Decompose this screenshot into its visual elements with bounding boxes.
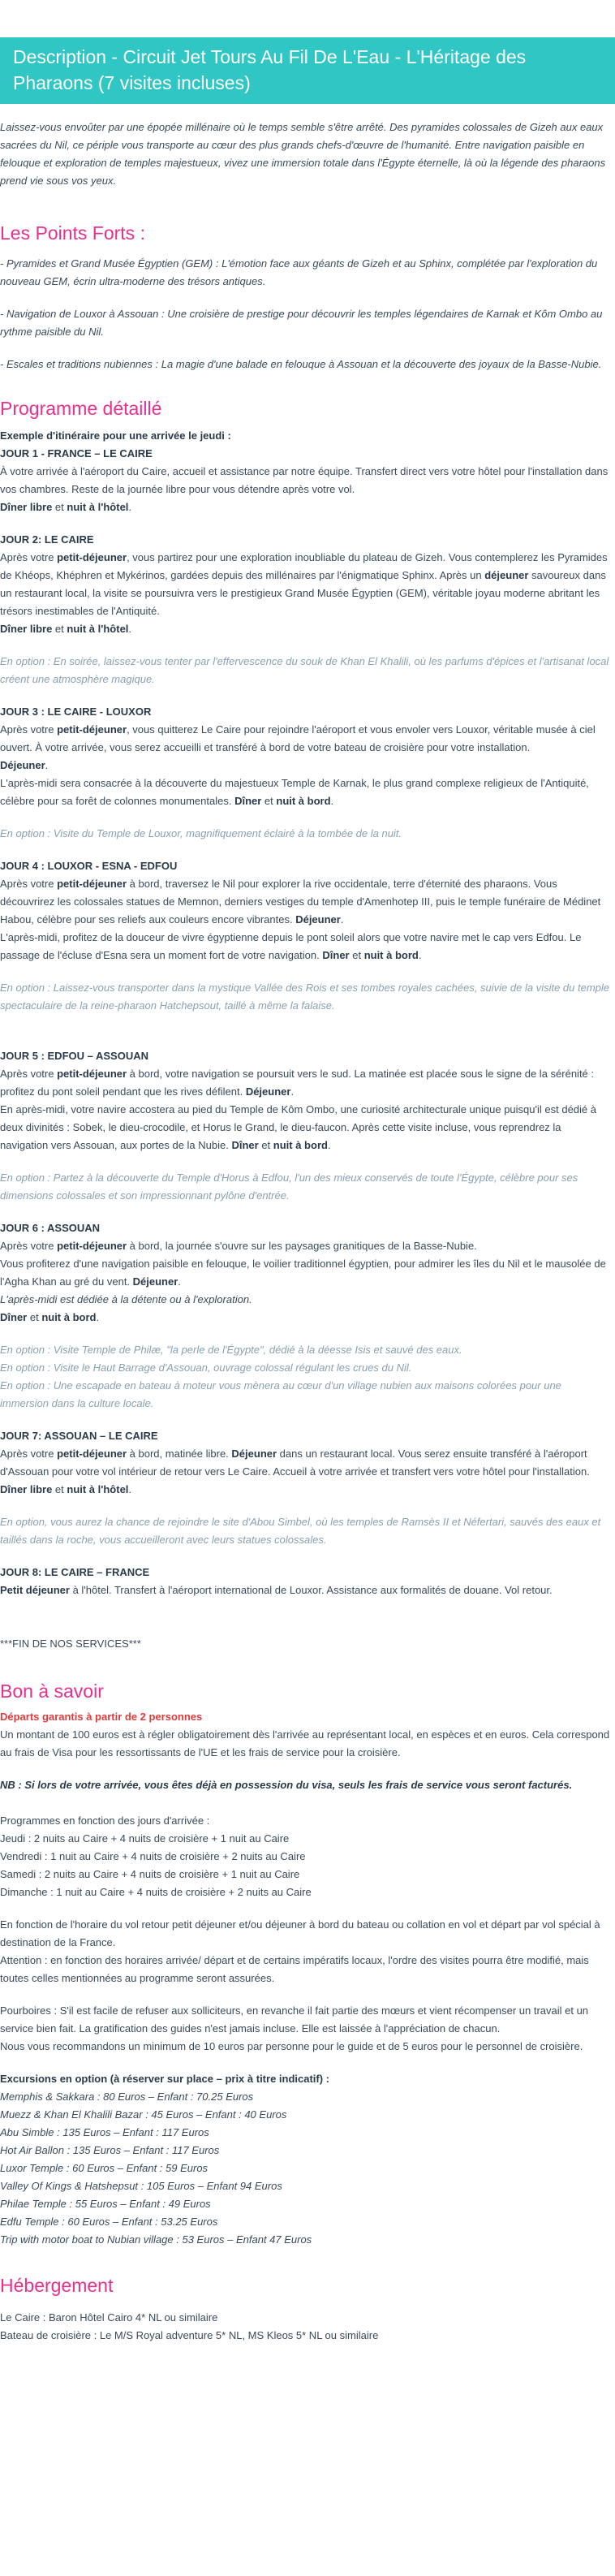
option-text: En option : Partez à la découverte du Temple d'Horus à Edfou, l'un des mieux conservés de toute l'Égypte, célèbre pour ses dimensions colossales et son impressionnant pylône d'entrée.: [0, 1171, 578, 1202]
excursion-item: Memphis & Sakkara : 80 Euros – Enfant : 70.25 Euros: [0, 2091, 254, 2103]
excursion-item: Hot Air Ballon : 135 Euros – Enfant : 117 Euros: [0, 2144, 220, 2156]
points-forts-heading: Les Points Forts :: [0, 222, 145, 244]
hebergement-line: Bateau de croisière : Le M/S Royal adventure 5* NL, MS Kleos 5* NL ou similaire: [0, 2329, 379, 2341]
option-text: En option : Visite du Temple de Louxor, magnifiquement éclairé à la tombée de la nuit.: [0, 827, 402, 839]
excursion-item: Abu Simble : 135 Euros – Enfant : 117 Euros: [0, 2126, 209, 2138]
point-fort-item: - Escales et traditions nubiennes : La magie d'une balade en felouque à Assouan et la découverte des joyaux de la Basse-Nubie.: [0, 358, 602, 370]
departs-text: Départs garantis à partir de 2 personnes: [0, 1711, 203, 1723]
excursions-heading: Excursions en option (à réserver sur place – prix à titre indicatif) :: [0, 2073, 330, 2085]
day-text: Après votre petit-déjeuner à bord, matinée libre. Déjeuner dans un restaurant local. Vous serez ensuite transféré à l'aéroport d'Assouan pour votre vol intérieur de retour vers Le Caire. Accueil à votre arrivée et transfert vers votre hôtel pour l'installation.: [0, 1448, 590, 1478]
option-text: En option : Visite Temple de Philæ, "la perle de l'Égypte", dédié à la déesse Isis et sauvé des eaux.: [0, 1344, 462, 1356]
excursion-item: Muezz & Khan El Khalili Bazar : 45 Euros – Enfant : 40 Euros: [0, 2108, 287, 2121]
recommandations-text: Nous vous recommandons un minimum de 10 euros par personne pour le guide et de 5 euros pour le personnel de croisière.: [0, 2040, 583, 2052]
day-title: JOUR 7: ASSOUAN – LE CAIRE: [0, 1430, 158, 1442]
day-text: Vous profiterez d'une navigation paisible en felouque, le voilier traditionnel égyptien, pour admirer les îles du Nil et le mausolée de l'Agha Khan au gré du vent. Déjeuner.: [0, 1258, 606, 1288]
option-text: En option : Laissez-vous transporter dans la mystique Vallée des Rois et ses tombes royales cachées, suivie de la visite du temple spectaculaire de la reine-pharaon Hatchepsout, taillé à même la falaise.: [0, 982, 610, 1012]
day-title: JOUR 5 : EDFOU – ASSOUAN: [0, 1050, 148, 1062]
day-end: Dîner libre et nuit à l'hôtel.: [0, 623, 132, 635]
day-title: JOUR 2: LE CAIRE: [0, 533, 94, 546]
horaire-text: En fonction de l'horaire du vol retour petit déjeuner et/ou déjeuner à bord du bateau ou collation en vol et départ par vol spécial à destination de la France.: [0, 1918, 600, 1948]
day-title: JOUR 1 - FRANCE – LE CAIRE: [0, 447, 153, 460]
option-text: En option : Visite le Haut Barrage d'Assouan, ouvrage colossal régulant les crues du Nil.: [0, 1361, 412, 1374]
day-title: JOUR 8: LE CAIRE – FRANCE: [0, 1566, 150, 1578]
excursion-item: Edfu Temple : 60 Euros – Enfant : 53.25 Euros: [0, 2216, 218, 2228]
excursion-item: Valley Of Kings & Hatshepsut : 105 Euros – Enfant 94 Euros: [0, 2180, 282, 2192]
prog-line: Vendredi : 1 nuit au Caire + 4 nuits de croisière + 2 nuits au Caire: [0, 1850, 306, 1862]
excursion-item: Philae Temple : 55 Euros – Enfant : 49 Euros: [0, 2198, 211, 2210]
hebergement-line: Le Caire : Baron Hôtel Cairo 4* NL ou similaire: [0, 2311, 218, 2324]
visa-text: Un montant de 100 euros est à régler obligatoirement dès l'arrivée au représentant local, en espèces et en euros. Cela correspond au frais de Visa pour les ressortissants de l'UE et les frais de service pour la croisière.: [0, 1728, 610, 1758]
day-text: Après votre petit-déjeuner à bord, traversez le Nil pour explorer la rive occidentale, terre d'éternité des pharaons. Vous découvrirez les colossales statues de Memnon, derniers vestiges du temple d'Amenhotep III, puis le temple funéraire de Médinet Habou, célèbre pour ses reliefs aux couleurs encore vibrantes. Déjeuner.: [0, 878, 601, 926]
day-text: À votre arrivée à l'aéroport du Caire, accueil et assistance par notre équipe. Transfert direct vers votre hôtel pour l'installation dans vos chambres. Reste de la journée libre pour vous détendre après votre vol.: [0, 465, 609, 495]
bon-a-savoir-heading: Bon à savoir: [0, 1681, 104, 1702]
day-title: JOUR 4 : LOUXOR - ESNA - EDFOU: [0, 860, 178, 872]
day-title: JOUR 6 : ASSOUAN: [0, 1222, 101, 1234]
excursion-item: Trip with motor boat to Nubian village : 53 Euros – Enfant 47 Euros: [0, 2233, 312, 2246]
attention-text: Attention : en fonction des horaires arrivée/ départ et de certains impératifs locaux, l'ordre des visites pourra être modifié, mais toutes celles mentionnées au programme seront assurées.: [0, 1954, 589, 1984]
day-text: L'après-midi sera consacrée à la découverte du majestueux Temple de Karnak, le plus grand complexe religieux de l'Antiquité, célèbre pour sa forêt de colonnes monumentales. Dîner et nuit à bord.: [0, 777, 589, 807]
day-text: Après votre petit-déjeuner à bord, la journée s'ouvre sur les paysages granitiques de la Basse-Nubie.: [0, 1240, 477, 1252]
programme-heading: Programme détaillé: [0, 398, 162, 419]
option-text: En option : En soirée, laissez-vous tenter par l'effervescence du souk de Khan El Khalili, où les parfums d'épices et l'artisanat local créent une atmosphère magique.: [0, 655, 609, 685]
day-text: L'après-midi est dédiée à la détente ou à l'exploration.: [0, 1293, 252, 1305]
day-text: Après votre petit-déjeuner à bord, votre navigation se poursuit vers le sud. La matinée est placée sous le signe de la sérénité : profitez du pont soleil pendant que les rives défilent. Déjeuner.: [0, 1068, 595, 1098]
pourboires-text: Pourboires : S'il est facile de refuser aux solliciteurs, en revanche il fait partie des mœurs et vient récompenser un travail et un service bien fait. La gratification des guides n'est jamais incluse. Elle est laissée à l'appréciation de chacun.: [0, 2004, 589, 2034]
option-text: En option, vous aurez la chance de rejoindre le site d'Abou Simbel, où les temples de Ramsès II et Néfertari, sauvés des eaux et taillés dans la roche, vous accueilleront avec leurs statues colossales.: [0, 1516, 601, 1546]
day-text: Après votre petit-déjeuner, vous quitterez Le Caire pour rejoindre l'aéroport et vous envoler vers Louxor, véritable musée à ciel ouvert. À votre arrivée, vous serez accueilli et transféré à bord de votre bateau de croisière pour votre installation.: [0, 723, 596, 753]
day-title: JOUR 3 : LE CAIRE - LOUXOR: [0, 705, 152, 718]
prog-line: Dimanche : 1 nuit au Caire + 4 nuits de croisière + 2 nuits au Caire: [0, 1886, 312, 1898]
itinerary-example: Exemple d'itinéraire pour une arrivée le jeudi :: [0, 429, 231, 442]
option-text: En option : Une escapade en bateau à moteur vous mènera au cœur d'un village nubien aux maisons colorées pour une immersion dans la culture locale.: [0, 1379, 561, 1409]
day-text: Après votre petit-déjeuner, vous partirez pour une exploration inoubliable du plateau de Gizeh. Vous contemplerez les Pyramides de Khéops, Khéphren et Mykérinos, gardées depuis des millénaires par l'énigmatique Sphinx. Après un déjeuner savoureux dans un restaurant local, la visite se poursuivra vers le prestigieux Grand Musée Égyptien (GEM), véritable joyau moderne abritant les trésors inestimables de l'Antiquité.: [0, 551, 608, 617]
day-text: L'après-midi, profitez de la douceur de vivre égyptienne depuis le pont soleil alors que votre navire met le cap vers Edfou. Le passage de l'écluse d'Esna sera un moment fort de votre navigation. Dîner et nuit à bord.: [0, 931, 582, 961]
day-text: Petit déjeuner à l'hôtel. Transfert à l'aéroport international de Louxor. Assistance aux formalités de douane. Vol retour.: [0, 1584, 553, 1596]
point-fort-item: - Pyramides et Grand Musée Égyptien (GEM) : L'émotion face aux géants de Gizeh et au Sphinx, complétée par l'exploration du nouveau GEM, écrin ultra-moderne des trésors antiques.: [0, 257, 598, 287]
day-text: En après-midi, votre navire accostera au pied du Temple de Kôm Ombo, une curiosité architecturale unique puisqu'il est dédié à deux divinités : Sobek, le dieu-crocodile, et Horus le Grand, le dieu-faucon. Après cette visite incluse, vous reprendrez la navigation vers Assouan, aux portes de la Nubie. Dîner et nuit à bord.: [0, 1103, 596, 1151]
day-end: Dîner libre et nuit à l'hôtel.: [0, 501, 132, 513]
page-title: Description - Circuit Jet Tours Au Fil De L'Eau - L'Héritage des Pharaons (7 visites incluses): [0, 37, 615, 104]
point-fort-item: - Navigation de Louxor à Assouan : Une croisière de prestige pour découvrir les temples légendaires de Karnak et Kôm Ombo au rythme paisible du Nil.: [0, 308, 603, 338]
day-end: Dîner libre et nuit à l'hôtel.: [0, 1483, 132, 1495]
page: [0, 37, 615, 2345]
prog-heading: Programmes en fonction des jours d'arrivée :: [0, 1814, 210, 1827]
day-end: Dîner et nuit à bord.: [0, 1311, 100, 1323]
hebergement-heading: Hébergement: [0, 2275, 114, 2296]
day-lunch: Déjeuner.: [0, 759, 49, 771]
fin-services: ***FIN DE NOS SERVICES***: [0, 1638, 141, 1650]
prog-line: Samedi : 2 nuits au Caire + 4 nuits de croisière + 1 nuit au Caire: [0, 1868, 300, 1880]
intro-text: Laissez-vous envoûter par une épopée millénaire où le temps semble s'être arrêté. Des pyramides colossales de Gizeh aux eaux sacrées du Nil, ce périple vous transporte au cœur des plus grands chefs-d'œuvre de l'humanité. Entre navigation paisible en felouque et exploration de temples majestueux, vivez une immersion totale dans l'Égypte éternelle, là où la légende des pharaons prend vie sous vos yeux.: [0, 121, 606, 187]
excursion-item: Luxor Temple : 60 Euros – Enfant : 59 Euros: [0, 2162, 209, 2174]
nb-text: NB : Si lors de votre arrivée, vous êtes déjà en possession du visa, seuls les frais de service vous seront facturés.: [0, 1779, 573, 1791]
prog-line: Jeudi : 2 nuits au Caire + 4 nuits de croisière + 1 nuit au Caire: [0, 1832, 290, 1845]
